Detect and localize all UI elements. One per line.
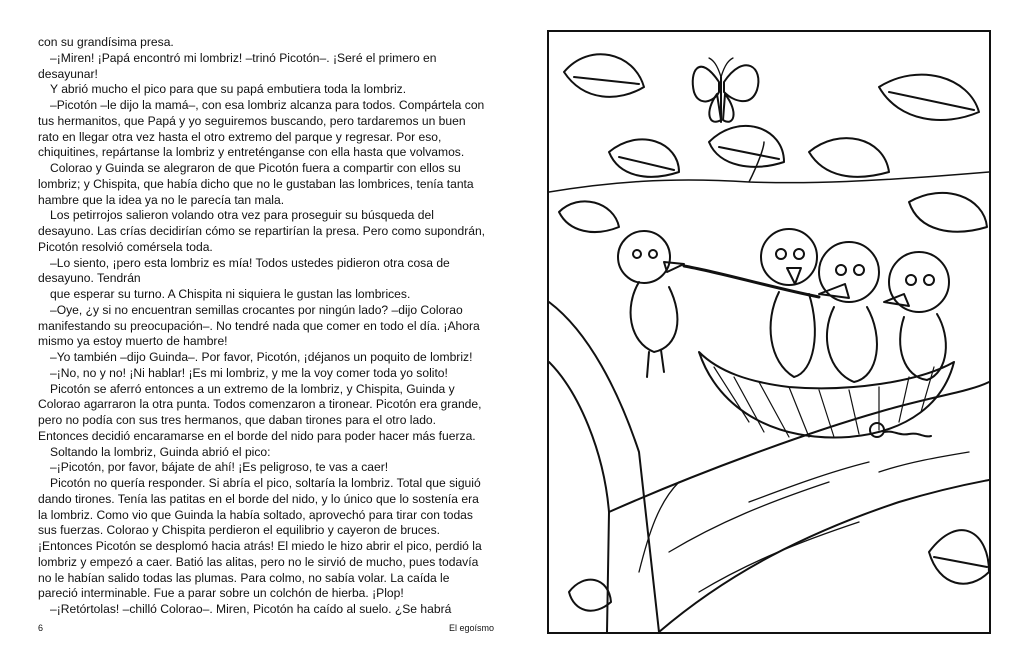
leaf xyxy=(609,139,679,176)
paragraph: Y abrió mucho el pico para que su papá embutiera toda la lombriz. xyxy=(50,82,407,97)
leaf xyxy=(879,75,979,120)
leaf xyxy=(559,201,619,232)
tree-trunk xyxy=(549,302,659,632)
leaf xyxy=(929,530,989,584)
paragraph: Picotón no quería responder. Si abría el pico, soltaría la lombriz. Total que siguió dando tirones. Tenía las patitas en el borde del nido, y lo único que lo sostenía era la lombriz. Como vio que Guinda la había soltado, aprovechó para tirar con todas sus fuerzas. Colorao y Chispita perdieron el equilibrio y cayeron de bruces. ¡Entonces Picotón se desplomó hacia atrás! El miedo le hizo abrir el pico, perdió la lombriz y empezó a caer. Batió las alitas, pero no le sirvió de mucho, pues todavía no le habían salido todas las plumas. Para colmo, no sabía volar. La caída le pareció interminable. Fue a parar sobre un colchón de hierba. ¡Plop! xyxy=(38,476,482,601)
paragraph: –Oye, ¿y si no encuentran semillas crocantes por ningún lado? –dijo Colorao manifestando su preocupación–. No tendré nada que comer en todo el día. ¡Ahora mismo ya estoy muerto de hambre! xyxy=(38,302,480,349)
paragraph: –Picotón –le dijo la mamá–, con esa lombriz alcanza para todos. Compártela con tus hermanitos, que Papá y yo seguiremos buscando, pero tardaremos un buen rato en llegar otra vez hasta el otro extremo del parque y regresar. Por eso, chiquitines, repártanse la lombriz y entreténganse con ella hasta que volvamos. xyxy=(38,98,485,160)
leaf xyxy=(809,138,889,177)
bark-lines xyxy=(639,452,969,592)
chick-bird xyxy=(819,242,879,382)
paragraph: Los petirrojos salieron volando otra vez para proseguir su búsqueda del desayuno. Las crías decidirían cómo se repartirían la presa. Pero como supondrán, Picotón resolvió comérsela toda. xyxy=(38,208,486,254)
picoton-bird xyxy=(618,231,684,377)
left-page xyxy=(0,0,500,665)
page-number: 6 xyxy=(38,623,44,633)
coloring-illustration xyxy=(547,30,991,634)
paragraph: Soltando la lombriz, Guinda abrió el pico: xyxy=(50,444,271,459)
nest xyxy=(699,352,954,438)
paragraph: –¡Picotón, por favor, bájate de ahí! ¡Es peligroso, te vas a caer! xyxy=(50,460,389,475)
paragraph: con su grandísima presa. xyxy=(38,35,174,49)
leaf xyxy=(709,126,784,167)
paragraph: –¡Retórtolas! –chilló Colorao–. Miren, Picotón ha caído al suelo. ¿Se habrá xyxy=(50,602,452,616)
leaf xyxy=(564,54,644,97)
leaf xyxy=(909,193,987,232)
paragraph: –Yo también –dijo Guinda–. Por favor, Picotón, ¡déjanos un poquito de lombriz! xyxy=(50,350,473,364)
paragraph: que esperar su turno. A Chispita ni siquiera le gustan las lombrices. xyxy=(50,287,411,301)
worm xyxy=(684,266,819,297)
paragraph: Picotón se aferró entonces a un extremo de la lombriz, y Chispita, Guinda y Colorao agarraron la otra punta. Todos comenzaron a tironear. Picotón era grande, pero no podía con sus tres hermanos, que daban tirones para el otro lado. Entonces decidió encaramarse en el borde del nido para poder hacer más fuerza. xyxy=(38,381,482,443)
book-title: El egoísmo xyxy=(449,623,495,633)
paragraph: –Lo siento, ¡pero esta lombriz es mía! Todos ustedes pidieron otra cosa de desayuno. Tendrán xyxy=(38,255,450,286)
illustration-svg xyxy=(549,32,989,632)
twig xyxy=(549,142,989,192)
tree-branch xyxy=(609,382,989,632)
chick-bird xyxy=(761,229,817,377)
leaf xyxy=(569,580,611,611)
story-text xyxy=(38,35,486,618)
butterfly xyxy=(693,58,759,122)
paragraph: Colorao y Guinda se alegraron de que Picotón fuera a compartir con ellos su lombriz; y Chispita, que había dicho que no le gustaban las lombrices, tenía tanta hambre que la idea ya no le parecía tan mala. xyxy=(38,161,474,207)
chick-bird xyxy=(884,252,949,380)
paragraph: –¡Miren! ¡Papá encontró mi lombriz! –trinó Picotón–. ¡Seré el primero en desayunar! xyxy=(38,50,437,81)
paragraph: –¡No, no y no! ¡Ni hablar! ¡Es mi lombriz, y me la voy comer toda yo solito! xyxy=(50,365,448,380)
